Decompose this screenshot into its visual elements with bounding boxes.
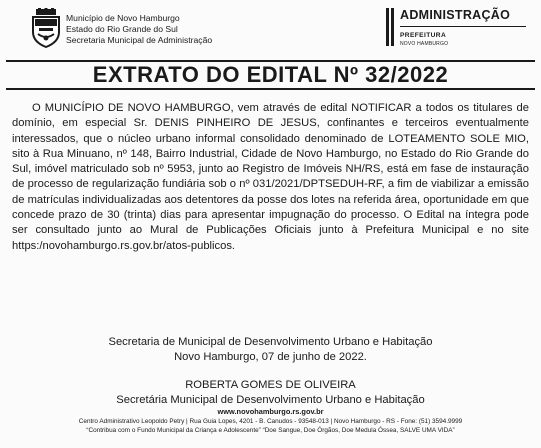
signer-name: ROBERTA GOMES DE OLIVEIRA [185, 379, 356, 391]
website-link[interactable]: www.novohamburgo.rs.gov.br [217, 407, 324, 416]
document-title: EXTRATO DO EDITAL Nº 32/2022 [92, 62, 449, 87]
signer-role: Secretária Municipal de Desenvolvimento Urbano e Habitação [116, 394, 425, 407]
municipality-block [66, 13, 212, 46]
municipality-line: Município de Novo Hamburgo [66, 13, 180, 23]
address-line: Centro Administrativo Leopoldo Petry | Rua Guia Lopes, 4201 - B. Canudos - 93548-013 | Novo Hamburgo - RS - Fone: (51) 3594.9999 [78, 418, 463, 425]
state-line: Estado do Rio Grande do Sul [66, 24, 178, 34]
notice-body [12, 101, 529, 254]
footer [0, 407, 541, 435]
prefeitura-label: PREFEITURA [400, 32, 447, 39]
slogan-line: “Contribua com o Fundo Municipal da Criança e Adolescente” “Doe Sangue, Doe Órgãos, Doe Medula Óssea, SALVE UMA VIDA” [86, 427, 455, 434]
notice-paragraph: O MUNICÍPIO DE NOVO HAMBURGO, vem através de edital NOTIFICAR a todos os titulares de domínio, em especial Sr. DENIS PINHEIRO DE JESUS, confinantes e terceiros eventualmente interessados, que o núcleo urbano informal consolidado denominado de LOTEAMENTO SOLE MIO, sito à Rua Minuano, nº 148, Bairro Industrial, Cidade de Novo Hamburgo, no Estado do Rio Grande do Sul, imóvel matriculado sob nº 5953, junto ao Registro de Imóveis NH/RS, está em fase de instauração de processo de regularização fundiária sob o nº 031/2021/DPTSEDUH-RF, a fim de viabilizar a emissão de matrículas individualizadas aos detentores da posse dos lotes na referida área, oportunidade em que concede prazo de 30 (trinta) dias para apresentar impugnação do processo. O Edital na íntegra pode ser consultado junto ao Mural de Publicações Oficiais junto à Prefeitura Municipal e no site https:/novohamburgo.rs.gov.br/atos-publicos. [12, 102, 529, 252]
department-title: ADMINISTRAÇÃO [400, 8, 511, 22]
issuer-block [0, 335, 541, 366]
logo-bar [391, 8, 394, 46]
logo-bar [386, 8, 389, 46]
title-bar [6, 60, 535, 90]
place-date: Novo Hamburgo, 07 de junho de 2022. [174, 351, 367, 364]
department-logo [386, 6, 526, 50]
issuer-secretariat: Secretaria de Municipal de Desenvolvimento Urbano e Habitação [108, 336, 433, 348]
header [0, 0, 541, 56]
signature-block [0, 378, 541, 409]
divider [400, 26, 526, 27]
city-label: NOVO HAMBURGO [400, 41, 449, 47]
secretariat-line: Secretaria Municipal de Administração [66, 35, 213, 45]
municipal-crest-icon [30, 8, 62, 48]
